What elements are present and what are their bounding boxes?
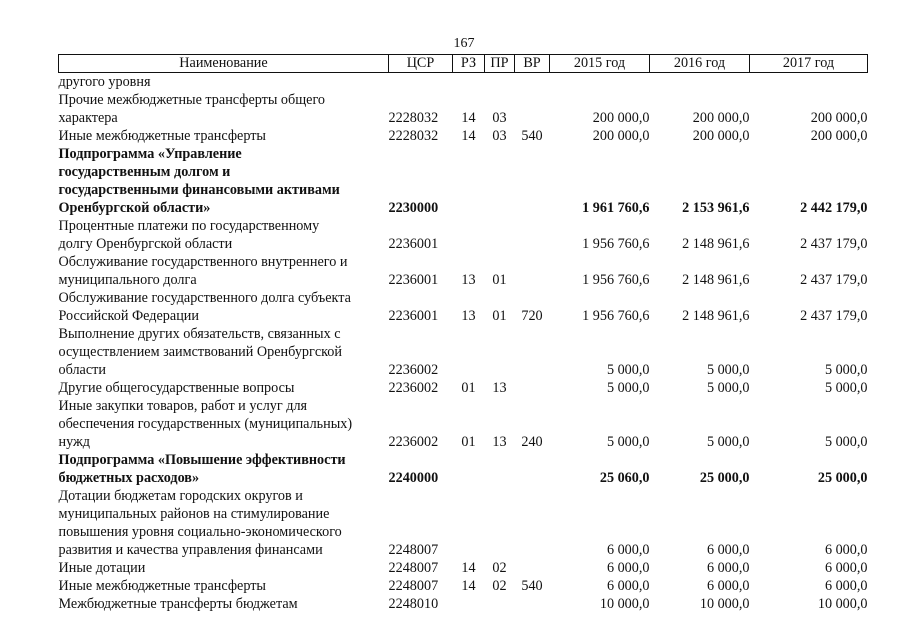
cell-2016: 200 000,0	[692, 110, 750, 126]
table-row	[59, 559, 868, 577]
cell-2015: 25 060,0	[599, 470, 650, 486]
cell-2017: 2 442 179,0	[800, 200, 868, 216]
cell-2016: 6 000,0	[706, 578, 750, 594]
name-line: государственными финансовыми активами	[58, 182, 340, 198]
name-line: области	[58, 362, 106, 378]
cell-2016	[650, 73, 750, 92]
cell-2016: 2 148 961,6	[682, 236, 750, 252]
cell-vr	[515, 451, 550, 487]
name-line: долгу Оренбургской области	[58, 236, 233, 252]
cell-rz	[453, 73, 485, 92]
cell-name	[59, 559, 389, 577]
table-row	[59, 397, 868, 451]
table-row	[59, 289, 868, 325]
name-line: Межбюджетные трансферты бюджетам	[58, 596, 298, 612]
cell-name	[59, 577, 389, 595]
cell-csr: 2236002	[388, 434, 439, 450]
cell-name	[59, 73, 389, 92]
table-row	[59, 577, 868, 595]
cell-csr: 2236002	[388, 380, 439, 396]
cell-pr: 03	[492, 110, 507, 126]
cell-rz: 13	[461, 308, 476, 324]
header-csr: ЦСР	[389, 55, 453, 73]
cell-vr	[515, 217, 550, 253]
cell-2015: 1 956 760,6	[582, 236, 650, 252]
cell-2017: 2 437 179,0	[800, 236, 868, 252]
name-line: Выполнение других обязательств, связанных с	[58, 326, 341, 342]
cell-vr: 540	[521, 128, 543, 144]
cell-name	[59, 127, 389, 145]
name-line: повышения уровня социально-экономического	[58, 524, 342, 540]
cell-csr: 2248007	[388, 560, 439, 576]
cell-2016: 5 000,0	[706, 362, 750, 378]
name-line: бюджетных расходов»	[58, 470, 200, 486]
cell-pr	[485, 73, 515, 92]
table-row	[59, 325, 868, 379]
name-line: обеспечения государственных (муниципальных)	[58, 416, 353, 432]
cell-2017: 6 000,0	[824, 578, 868, 594]
budget-table	[58, 54, 868, 613]
header-2016: 2016 год	[650, 55, 750, 73]
header-pr: ПР	[485, 55, 515, 73]
cell-name	[59, 217, 389, 253]
cell-vr	[515, 325, 550, 379]
cell-2017: 10 000,0	[817, 596, 868, 612]
cell-rz	[453, 217, 485, 253]
cell-rz	[453, 325, 485, 379]
table-header-row	[59, 55, 868, 73]
cell-2017: 200 000,0	[810, 110, 868, 126]
name-line: Обслуживание государственного внутреннего и	[58, 254, 348, 270]
table-row	[59, 217, 868, 253]
cell-2017: 6 000,0	[824, 560, 868, 576]
cell-rz	[453, 145, 485, 217]
cell-2016: 5 000,0	[706, 380, 750, 396]
cell-pr: 03	[492, 128, 507, 144]
name-line: нужд	[58, 434, 91, 450]
table-row	[59, 253, 868, 289]
cell-2015: 6 000,0	[606, 542, 650, 558]
header-vr: ВР	[515, 55, 550, 73]
cell-pr: 13	[492, 380, 507, 396]
cell-2015: 5 000,0	[606, 380, 650, 396]
cell-2016: 2 153 961,6	[682, 200, 750, 216]
name-line: муниципальных районов на стимулирование	[58, 506, 330, 522]
cell-pr	[485, 595, 515, 613]
cell-csr: 2228032	[388, 128, 439, 144]
name-line: Процентные платежи по государственному	[58, 218, 320, 234]
cell-vr	[515, 73, 550, 92]
name-line: характера	[58, 110, 118, 126]
name-line: муниципального долга	[58, 272, 197, 288]
name-line: Подпрограмма «Повышение эффективности	[58, 452, 346, 468]
name-line: Иные дотации	[58, 560, 146, 576]
name-line: другого уровня	[58, 74, 151, 90]
cell-name	[59, 289, 389, 325]
cell-2016: 2 148 961,6	[682, 272, 750, 288]
cell-csr	[389, 73, 453, 92]
name-line: Иные межбюджетные трансферты	[58, 128, 266, 144]
cell-vr	[515, 487, 550, 559]
cell-2017: 2 437 179,0	[800, 272, 868, 288]
cell-rz	[453, 451, 485, 487]
cell-name	[59, 91, 389, 127]
cell-2017: 5 000,0	[824, 434, 868, 450]
cell-rz	[453, 595, 485, 613]
cell-rz: 13	[461, 272, 476, 288]
table-row	[59, 595, 868, 613]
cell-2017: 5 000,0	[824, 380, 868, 396]
header-rz: РЗ	[453, 55, 485, 73]
cell-csr: 2228032	[388, 110, 439, 126]
header-name: Наименование	[59, 55, 389, 73]
cell-rz: 01	[461, 434, 476, 450]
name-line: государственным долгом и	[58, 164, 231, 180]
cell-2015: 10 000,0	[599, 596, 650, 612]
cell-2016: 2 148 961,6	[682, 308, 750, 324]
page-number: 167	[453, 36, 475, 51]
cell-csr: 2236001	[388, 236, 439, 252]
cell-2016: 200 000,0	[692, 128, 750, 144]
header-2015: 2015 год	[550, 55, 650, 73]
cell-csr: 2236002	[388, 362, 439, 378]
cell-2015: 6 000,0	[606, 560, 650, 576]
cell-name	[59, 451, 389, 487]
table-row	[59, 451, 868, 487]
cell-rz: 14	[461, 578, 476, 594]
cell-vr: 720	[521, 308, 543, 324]
cell-name	[59, 325, 389, 379]
table-row	[59, 379, 868, 397]
cell-csr: 2230000	[388, 200, 439, 216]
name-line: Подпрограмма «Управление	[58, 146, 242, 162]
cell-2017: 25 000,0	[817, 470, 868, 486]
cell-pr: 01	[492, 308, 507, 324]
cell-2017: 200 000,0	[810, 128, 868, 144]
cell-2015: 6 000,0	[606, 578, 650, 594]
cell-name	[59, 595, 389, 613]
table-row	[59, 127, 868, 145]
cell-pr	[485, 217, 515, 253]
cell-csr: 2248007	[388, 578, 439, 594]
cell-pr	[485, 451, 515, 487]
cell-rz: 01	[461, 380, 476, 396]
cell-2017: 5 000,0	[824, 362, 868, 378]
cell-csr: 2240000	[388, 470, 439, 486]
table-row	[59, 145, 868, 217]
name-line: Обслуживание государственного долга субъекта	[58, 290, 351, 306]
cell-2015: 1 956 760,6	[582, 272, 650, 288]
table-body	[59, 73, 868, 614]
cell-vr	[515, 253, 550, 289]
name-line: Иные межбюджетные трансферты	[58, 578, 266, 594]
cell-pr	[485, 145, 515, 217]
header-2017: 2017 год	[750, 55, 868, 73]
cell-vr	[515, 91, 550, 127]
cell-2015	[550, 73, 650, 92]
table-row	[59, 487, 868, 559]
cell-csr: 2248007	[388, 542, 439, 558]
cell-vr	[515, 595, 550, 613]
cell-vr	[515, 379, 550, 397]
cell-pr: 13	[492, 434, 507, 450]
name-line: Прочие межбюджетные трансферты общего	[58, 92, 326, 108]
table-row	[59, 91, 868, 127]
name-line: Иные закупки товаров, работ и услуг для	[58, 398, 308, 414]
cell-rz	[453, 487, 485, 559]
cell-2016: 6 000,0	[706, 542, 750, 558]
name-line: Оренбургской области»	[58, 200, 211, 216]
cell-pr: 02	[492, 560, 507, 576]
cell-vr	[515, 145, 550, 217]
cell-name	[59, 145, 389, 217]
cell-2015: 5 000,0	[606, 434, 650, 450]
cell-pr: 02	[492, 578, 507, 594]
cell-2016: 5 000,0	[706, 434, 750, 450]
cell-2016: 6 000,0	[706, 560, 750, 576]
cell-2017: 6 000,0	[824, 542, 868, 558]
table-row	[59, 73, 868, 92]
cell-vr: 240	[521, 434, 543, 450]
cell-csr: 2248010	[388, 596, 439, 612]
name-line: развития и качества управления финансами	[58, 542, 323, 558]
cell-csr: 2236001	[388, 272, 439, 288]
name-line: Другие общегосударственные вопросы	[58, 380, 295, 396]
cell-2015: 1 961 760,6	[582, 200, 650, 216]
cell-name	[59, 379, 389, 397]
cell-2016: 25 000,0	[699, 470, 750, 486]
cell-name	[59, 253, 389, 289]
cell-2017: 2 437 179,0	[800, 308, 868, 324]
cell-2015: 5 000,0	[606, 362, 650, 378]
name-line: Дотации бюджетам городских округов и	[58, 488, 303, 504]
cell-name	[59, 487, 389, 559]
cell-2017	[750, 73, 868, 92]
cell-2015: 1 956 760,6	[582, 308, 650, 324]
cell-vr: 540	[521, 578, 543, 594]
cell-pr	[485, 325, 515, 379]
cell-2015: 200 000,0	[592, 110, 650, 126]
name-line: Российской Федерации	[58, 308, 199, 324]
name-line: осуществлением заимствований Оренбургской	[58, 344, 342, 360]
cell-2015: 200 000,0	[592, 128, 650, 144]
cell-vr	[515, 559, 550, 577]
cell-csr: 2236001	[388, 308, 439, 324]
cell-rz: 14	[461, 128, 476, 144]
cell-pr	[485, 487, 515, 559]
cell-rz: 14	[461, 560, 476, 576]
cell-2016: 10 000,0	[699, 596, 750, 612]
cell-pr: 01	[492, 272, 507, 288]
cell-name	[59, 397, 389, 451]
cell-rz: 14	[461, 110, 476, 126]
